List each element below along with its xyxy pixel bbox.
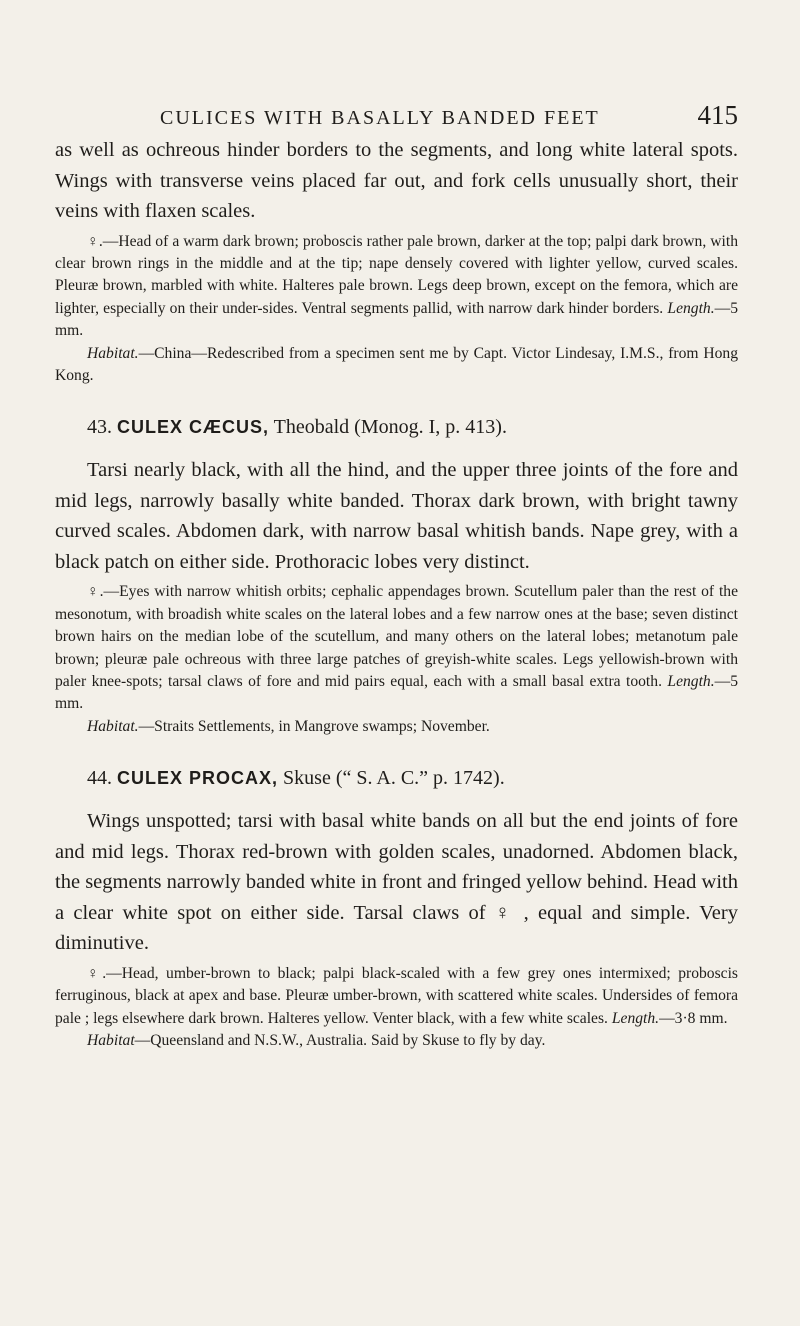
female-description: ♀.—Head, umber-brown to black; palpi black-scaled with a few grey ones intermixed; proboscis ferruginous, black at apex and base. Pleuræ umber-brown, with scattered white scales. Undersides of femora pale ; legs elsewhere dark brown. Halteres yellow. Venter black, with a few white scales. Length.—3·8 mm. <box>55 964 738 1027</box>
habitat-paragraph <box>55 343 738 388</box>
length-label: Length. <box>667 299 715 317</box>
length-value: —5 mm. <box>55 672 738 713</box>
running-head <box>55 100 738 131</box>
length-label: Length. <box>611 1009 660 1027</box>
habitat-value: —Queensland and N.S.W., Australia. Said by Skuse to fly by day. <box>134 1031 546 1049</box>
habitat-paragraph <box>55 1030 738 1052</box>
habitat-value: —Straits Settlements, in Mangrove swamps; November. <box>138 717 490 735</box>
species-name: CULEX PROCAX, <box>117 768 279 789</box>
length-label: Length. <box>667 672 715 690</box>
habitat-label: Habitat. <box>87 344 139 362</box>
habitat-value: —China—Redescribed from a specimen sent me by Capt. Victor Lindesay, I.M.S., from Hong Kong. <box>55 344 738 384</box>
species-authority: Skuse (“ S. A. C.” p. 1742). <box>283 767 505 790</box>
female-description: ♀.—Eyes with narrow whitish orbits; cephalic appendages brown. Scutellum paler than the rest of the mesonotum, with broadish white scales on the lateral lobes and a few narrow ones at the base; seven distinct brown hairs on the median lobe of the scutellum, and many others on the lateral lobes; metanotum pale brown; pleuræ pale ochreous with three large patches of greyish-white scales. Legs yellowish-brown with paler knee-spots; tarsal claws of fore and mid pairs equal, each with a small basal extra tooth. Length.—5 mm. <box>55 583 738 713</box>
habitat-paragraph <box>55 716 738 738</box>
female-description: ♀.—Head of a warm dark brown; proboscis rather pale brown, darker at the top; palpi dark brown, with clear brown rings in the middle and at the tip; nape densely covered with lighter yellow, curved scales. Pleuræ brown, marbled with white. Halteres pale brown. Legs deep brown, except on the femora, which are lighter, especially on their under-sides. Ventral segments pallid, with narrow dark hinder borders. Length.—5 mm. <box>55 232 738 340</box>
page-number: 415 <box>697 100 738 130</box>
length-value: —3·8 mm. <box>659 1009 728 1027</box>
species-authority: Theobald (Monog. I, p. 413). <box>273 416 507 439</box>
species-heading-44: 44. CULEX PROCAX, Skuse (“ S. A. C.” p. 1742). <box>87 767 505 790</box>
length-value: —5 mm. <box>55 299 738 340</box>
continued-description: as well as ochreous hinder borders to the segments, and long white lateral spots. Wings with transverse veins placed far out, and fork cells unusually short, their veins with flaxen scales. <box>55 139 738 222</box>
habitat-label: Habitat. <box>87 717 139 735</box>
species-description: Tarsi nearly black, with all the hind, and the upper three joints of the fore and mid legs, narrowly basally white banded. Thorax dark brown, with bright tawny curved scales. Abdomen dark, with narrow basal whitish bands. Nape grey, with a black patch on either side. Prothoracic lobes very distinct. <box>55 459 738 573</box>
habitat-label: Habitat <box>87 1031 135 1049</box>
species-name: CULEX CÆCUS, <box>117 417 270 438</box>
page-body <box>55 135 738 1052</box>
species-heading-43: 43. CULEX CÆCUS, Theobald (Monog. I, p. 413). <box>87 416 507 439</box>
species-description: Wings unspotted; tarsi with basal white bands on all but the end joints of fore and mid legs. Thorax red-brown with golden scales, unadorned. Abdomen black, the segments narrowly banded white in front and fringed yellow behind. Head with a clear white spot on either side. Tarsal claws of ♀ , equal and simple. Very diminutive. <box>55 810 738 955</box>
running-title: CULICES WITH BASALLY BANDED FEET <box>160 107 600 129</box>
